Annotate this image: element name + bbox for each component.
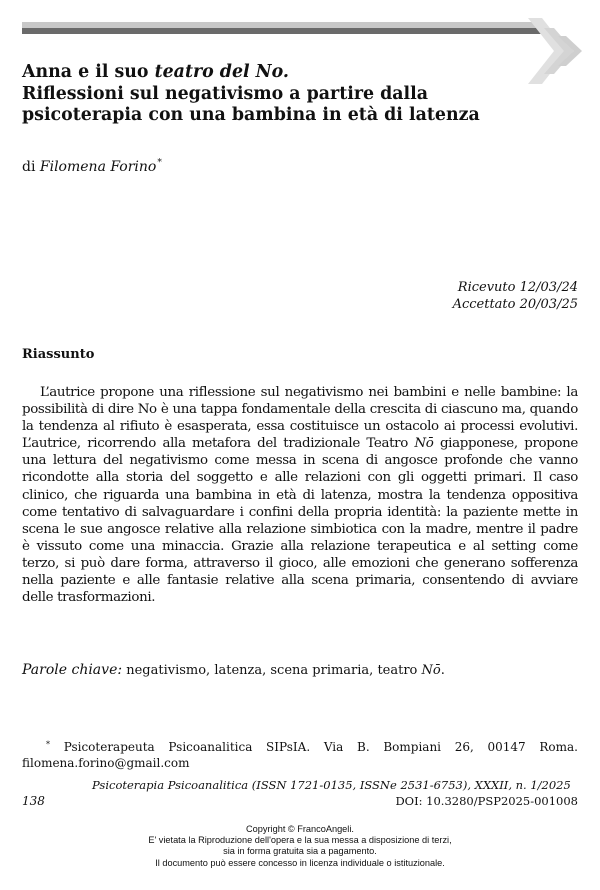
doi: DOI: 10.3280/PSP2025-001008 <box>395 794 578 808</box>
submission-dates <box>453 279 578 313</box>
accepted-date: Accettato 20/03/25 <box>452 297 578 312</box>
author-line: di Filomena Forino* <box>22 158 162 175</box>
author-name: Filomena Forino <box>39 159 157 175</box>
footnote-mark: * <box>157 158 162 168</box>
page-number: 138 <box>22 794 45 808</box>
abstract-heading: Riassunto <box>22 347 95 362</box>
article-title: Anna e il suo teatro del No. Riflessioni sul negativismo a partire dalla psicoterapia con una bambina in età di latenza <box>22 62 480 125</box>
copyright-notice: Copyright © FrancoAngeli. E' vietata la Riproduzione dell'opera e la sua messa a disposizione di terzi, sia in forma gratuita sia a pagamento. Il documento può essere concesso in licenza individuale o istituzionale. <box>148 824 452 868</box>
header-bar <box>22 22 542 34</box>
keywords: Parole chiave: negativismo, latenza, scena primaria, teatro Nō. <box>22 662 445 678</box>
journal-citation: Psicoterapia Psicoanalitica (ISSN 1721-0135, ISSNe 2531-6753), XXXII, n. 1/2025 <box>92 778 571 792</box>
footnote: * Psicoterapeuta Psicoanalitica SIPsIA. Via B. Bompiani 26, 00147 Roma. filomena.forino@gmail.com <box>22 740 578 770</box>
received-date: Ricevuto 12/03/24 <box>457 280 578 295</box>
abstract-text: L’autrice propone una riflessione sul negativismo nei bambini e nelle bambine: la possibilità di dire No è una tappa fondamentale della crescita di ciascuno ma, quando la tendenza al rifiuto è esasperata, essa costituisce un ostacolo ai processi evolutivi. L’autrice, ricorrendo alla metafora del tradizionale Teatro Nō giapponese, propone una lettura del negativismo come messa in scena di angosce profonde che vanno ricondotte alla storia del soggetto e alle relazioni con gli oggetti primari. Il caso clinico, che riguarda una bambina in età di latenza, mostra la tendenza oppositiva come tentativo di salvaguardare i confini della propria identità: la paziente mette in scena le sue angosce relative alla relazione simbiotica con la madre, mentre il padre è vissuto come una minaccia. Grazie alla relazione terapeutica e al setting come terzo, si può dare forma, attraverso il gioco, alle emozioni che generano sofferenza nella paziente e alle fantasie relative alla scena primaria, consentendo di avviare delle trasformazioni. <box>22 385 578 606</box>
